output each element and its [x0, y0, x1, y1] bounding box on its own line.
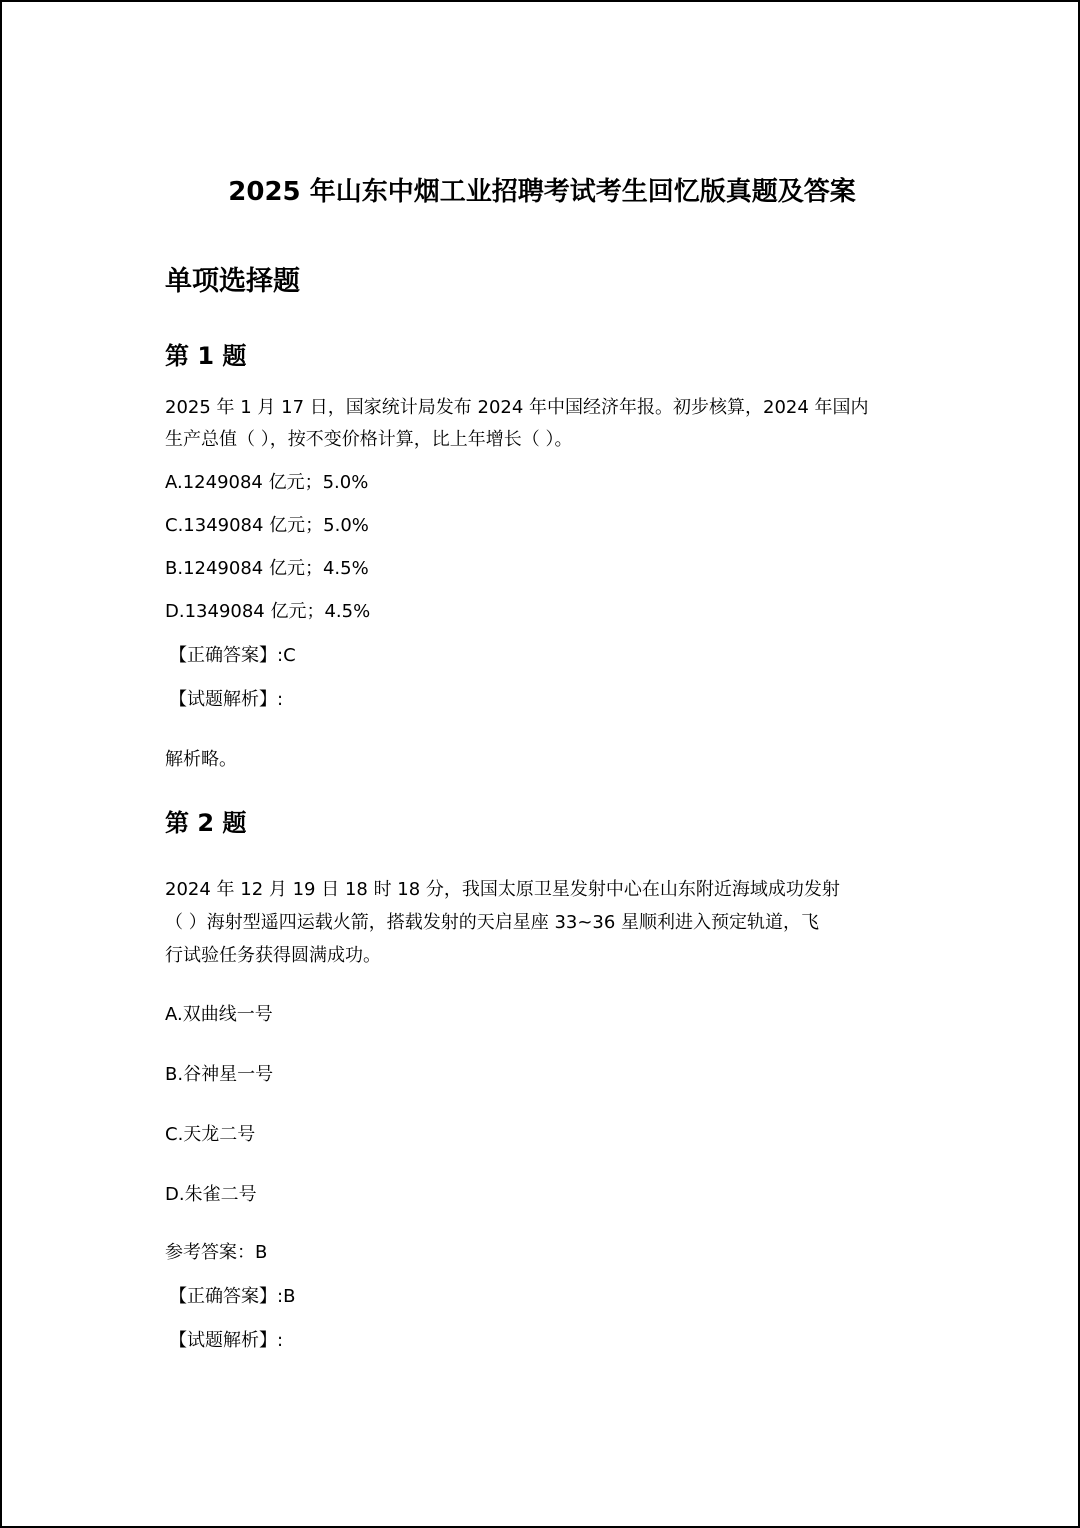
question-2-option-d: D.朱雀二号 [165, 1184, 257, 1205]
question-1-option-b: B.1249084 亿元；4.5% [165, 558, 369, 579]
question-1-heading: 第 1 题 [165, 342, 247, 370]
question-2-heading: 第 2 题 [165, 809, 247, 837]
question-2-correct-answer: 【正确答案】:B [169, 1286, 296, 1307]
question-2-option-c: C.天龙二号 [165, 1124, 256, 1145]
question-2-option-b: B.谷神星一号 [165, 1064, 274, 1085]
question-1-analysis: 解析略。 [165, 749, 237, 770]
question-1-stem-line-1: 2025 年 1 月 17 日，国家统计局发布 2024 年中国经济年报。初步核算，2024 年国内 [165, 397, 869, 418]
question-1-analysis-label: 【试题解析】: [169, 689, 284, 710]
question-2-analysis-label: 【试题解析】: [169, 1330, 284, 1351]
question-2-stem-line-1: 2024 年 12 月 19 日 18 时 18 分，我国太原卫星发射中心在山东附近海域成功发射 [165, 879, 840, 900]
question-1-option-c: C.1349084 亿元；5.0% [165, 515, 369, 536]
question-2-option-a: A.双曲线一号 [165, 1004, 273, 1025]
question-2-reference-answer: 参考答案：B [165, 1242, 268, 1263]
question-1-stem-line-2: 生产总值（ ），按不变价格计算，比上年增长（ ）。 [165, 429, 573, 450]
document-title: 2025 年山东中烟工业招聘考试考生回忆版真题及答案 [228, 177, 856, 207]
section-title: 单项选择题 [165, 266, 300, 297]
question-1-option-a: A.1249084 亿元；5.0% [165, 472, 369, 493]
question-1-correct-answer: 【正确答案】:C [169, 645, 296, 666]
question-2-stem-line-2: （ ）海射型遥四运载火箭，搭载发射的天启星座 33~36 星顺利进入预定轨道，飞 [165, 912, 820, 933]
question-1-option-d: D.1349084 亿元；4.5% [165, 601, 371, 622]
question-2-stem-line-3: 行试验任务获得圆满成功。 [165, 945, 381, 966]
